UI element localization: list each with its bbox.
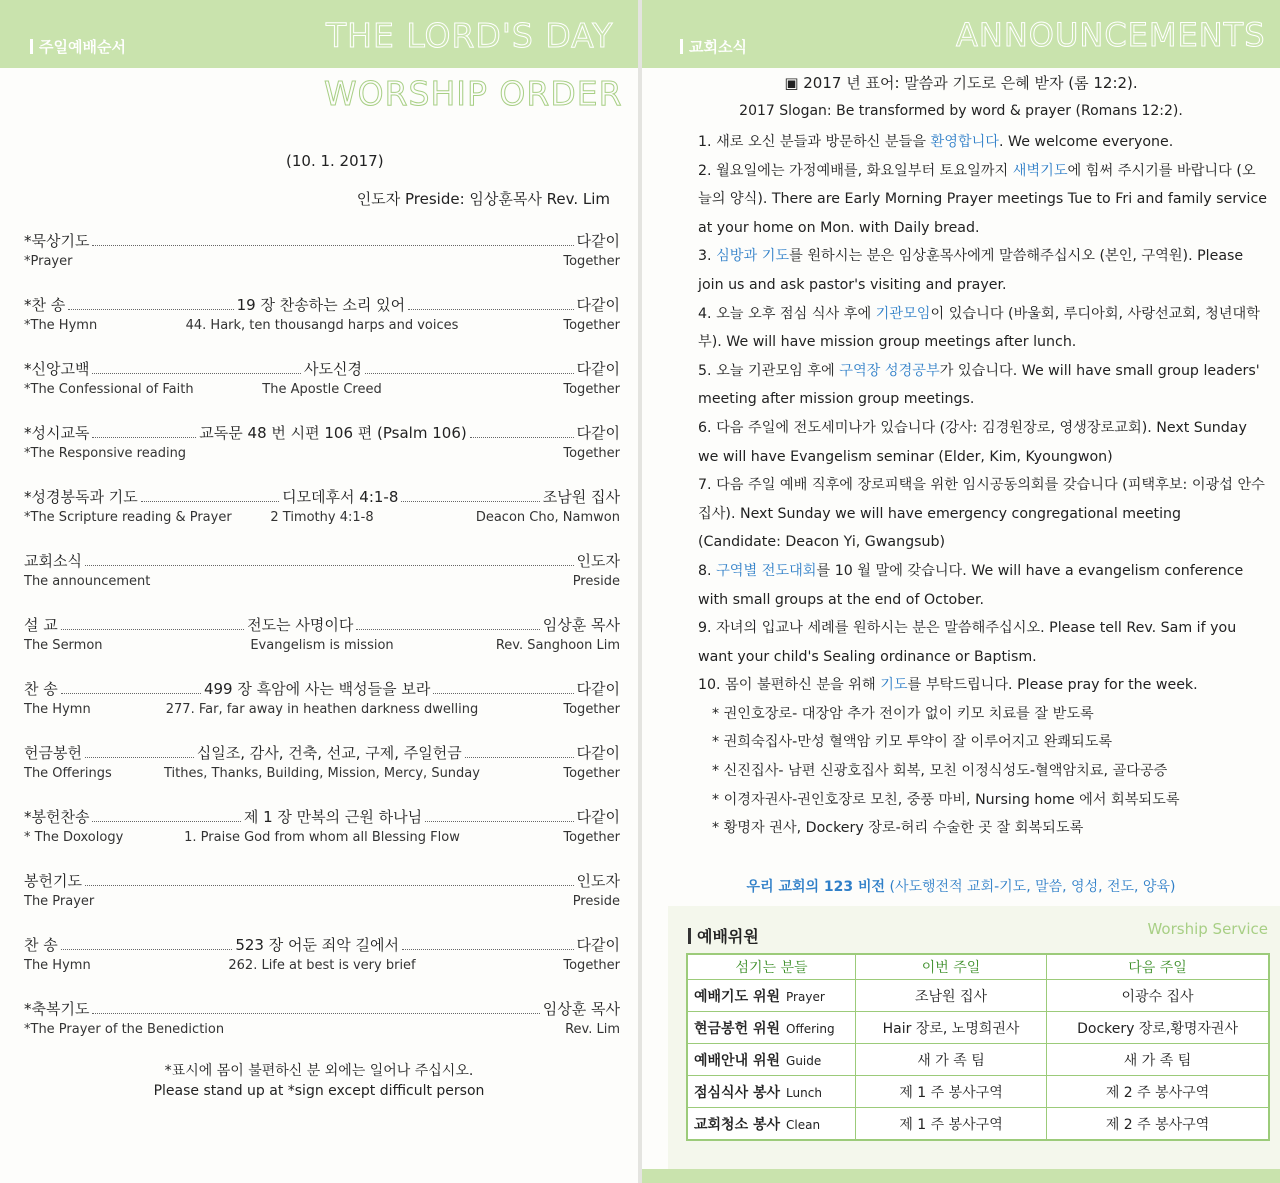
order-item-en: The announcement — [24, 574, 151, 589]
worship-committee-title: 예배위원 — [688, 924, 759, 947]
order-item-detail-en: 2 Timothy 4:1-8 — [270, 510, 374, 525]
prayer-request: * 이경자권사-권인호장로 모친, 중풍 마비, Nursing home 에서 회복되도록 — [712, 791, 1180, 808]
slogan-en: 2017 Slogan: Be transformed by word & prayer (Romans 12:2). — [739, 103, 1183, 119]
leader-dots — [92, 233, 573, 246]
order-item-detail-en: 1. Praise God from whom all Blessing Flow — [184, 830, 460, 845]
table-row — [687, 980, 1269, 1012]
announcement-2: 2. 월요일에는 가정예배를, 화요일부터 토요일까지 새벽기도에 힘써 주시기를 바랍니다 (오늘의 양식). There are Early Morning Prayer meetings Tue to Fri and family service at your home on Mon. with Daily bread. — [698, 162, 1267, 236]
order-item-detail-ko: 십일조, 감사, 건축, 선교, 구제, 주일헌금 — [196, 744, 462, 762]
table-header-row — [687, 954, 1269, 980]
order-item-leader-ko: 다같이 — [576, 936, 621, 954]
order-item-detail-en: Tithes, Thanks, Building, Mission, Mercy, Sunday — [164, 766, 480, 781]
announcement-4: 4. 오늘 오후 점심 식사 후에 기관모임이 있습니다 (바울회, 루디아회, 사랑선교회, 청년대학부). We will have mission group meetings after lunch. — [698, 305, 1260, 351]
next-sunday-cell: Dockery 장로,황명자권사 — [1047, 1012, 1269, 1044]
role-cell: 점심식사 봉사 Lunch — [687, 1076, 856, 1108]
leader-dots — [61, 617, 244, 630]
col-this-sunday: 이번 주일 — [856, 954, 1047, 980]
next-sunday-cell: 새 가 족 팀 — [1047, 1044, 1269, 1076]
order-item-leader-ko: 인도자 — [576, 872, 620, 890]
order-item-leader-en: Together — [563, 702, 620, 717]
order-item — [24, 870, 620, 920]
order-item-detail-ko: 사도신경 — [304, 360, 362, 378]
order-item — [24, 550, 620, 600]
order-item-leader-en: Together — [563, 766, 620, 781]
leader-dots — [425, 809, 573, 822]
order-item-leader-ko: 다같이 — [576, 296, 620, 314]
order-item-ko: *성경봉독과 기도 — [24, 488, 138, 506]
order-item-ko: *봉헌찬송 — [24, 808, 90, 826]
order-item-leader-en: Together — [563, 958, 620, 973]
order-item-leader-ko: 다같이 — [576, 360, 621, 378]
order-item-detail-en: The Apostle Creed — [262, 382, 382, 397]
order-item-ko: 찬 송 — [24, 936, 58, 954]
table-row — [687, 1044, 1269, 1076]
order-item-leader-en: Together — [563, 446, 620, 461]
table-row — [687, 1012, 1269, 1044]
this-sunday-cell: 조남원 집사 — [856, 980, 1047, 1012]
worship-service-table — [686, 953, 1270, 1141]
order-item-ko: *찬 송 — [24, 296, 66, 314]
col-servers: 섬기는 분들 — [687, 954, 856, 980]
order-item — [24, 294, 620, 344]
ghost-title-announcements: ANNOUNCEMENTS — [956, 16, 1266, 54]
ghost-title-lords-day: THE LORD'S DAY — [326, 16, 614, 55]
order-item-detail-ko: 디모데후서 4:1-8 — [282, 488, 399, 506]
order-item-leader-en: Preside — [572, 574, 620, 589]
announcement-7: 7. 다음 주일 예배 직후에 장로피택을 위한 임시공동의회를 갖습니다 (피택후보: 이광섭 안수집사). Next Sunday we will have emergency congregational meeting (Candidate: Deacon Yi, Gwangsub) — [698, 477, 1265, 551]
order-item-leader-en: Together — [563, 254, 620, 269]
next-sunday-cell: 제 2 주 봉사구역 — [1047, 1076, 1269, 1108]
role-cell: 예배안내 위원 Guide — [687, 1044, 856, 1076]
leader-dots — [356, 617, 539, 630]
role-cell: 교회청소 봉사 Clean — [687, 1108, 856, 1141]
this-sunday-cell: Hair 장로, 노명희권사 — [856, 1012, 1047, 1044]
order-item-detail-ko: 523 장 어둔 죄악 길에서 — [235, 936, 399, 954]
leader-dots — [85, 873, 574, 886]
order-item-leader-ko: 다같이 — [576, 680, 620, 698]
leader-dots — [92, 809, 240, 822]
order-item — [24, 934, 620, 984]
order-item-leader-en: Together — [563, 318, 620, 333]
table-row — [687, 1108, 1269, 1141]
order-item — [24, 998, 620, 1048]
order-item-leader-en: Preside — [572, 894, 620, 909]
order-item-en: *Prayer — [24, 254, 73, 269]
order-item-ko: *신앙고백 — [24, 360, 90, 378]
ghost-title-worship-order: WORSHIP ORDER — [324, 74, 623, 113]
announcement-5: 5. 오늘 기관모임 후에 구역장 성경공부가 있습니다. We will have small group leaders' meeting after mission group meetings. — [698, 362, 1260, 408]
leader-dots — [402, 937, 574, 950]
section-label: 교회소식 — [680, 36, 747, 57]
order-item-en: The Offerings — [24, 766, 112, 781]
order-item — [24, 358, 620, 408]
order-item-ko: 찬 송 — [24, 680, 58, 698]
section-label: 주일예배순서 — [30, 36, 126, 57]
order-item-ko: 헌금봉헌 — [24, 744, 82, 762]
leader-dots — [470, 425, 574, 438]
order-item — [24, 678, 620, 728]
order-item-detail-en: 44. Hark, ten thousangd harps and voices — [185, 318, 459, 333]
leader-dots — [141, 489, 279, 502]
announcement-8: 8. 구역별 전도대회를 10 월 말에 갖습니다. We will have a evangelism conference with small groups at the end of October. — [698, 562, 1244, 608]
order-item-leader-ko: 임상훈 목사 — [542, 1000, 620, 1018]
announcement-9: 9. 자녀의 입교나 세례를 원하시는 분은 말씀해주십시오. Please tell Rev. Sam if you want your child's Sealing ordinance or Baptism. — [698, 620, 1237, 665]
order-item-ko: *묵상기도 — [24, 232, 90, 250]
order-item-leader-ko: 다같이 — [576, 232, 620, 250]
table-row — [687, 1076, 1269, 1108]
leader-dots — [92, 425, 196, 438]
announcement-1: 1. 새로 오신 분들과 방문하신 분들을 환영합니다. We welcome everyone. — [698, 134, 1174, 150]
order-item-leader-ko: 다같이 — [576, 808, 620, 826]
order-item-en: The Sermon — [24, 638, 103, 653]
order-item-leader-en: Rev. Lim — [565, 1022, 620, 1037]
order-item-ko: 봉헌기도 — [24, 872, 82, 890]
order-item-leader-ko: 인도자 — [576, 552, 620, 570]
order-item-detail-ko: 499 장 흑암에 사는 백성들을 보라 — [203, 680, 431, 698]
order-item-leader-ko: 조남원 집사 — [542, 488, 620, 506]
order-item-en: The Prayer — [24, 894, 95, 909]
order-item-leader-en: Deacon Cho, Namwon — [475, 510, 620, 525]
leader-dots — [85, 745, 194, 758]
leader-dots — [92, 1001, 539, 1014]
order-item-en: The Hymn — [24, 958, 91, 973]
leader-dots — [61, 937, 233, 950]
order-item-leader-ko: 다같이 — [576, 424, 621, 442]
church-vision: 우리 교회의 123 비전 (사도행전적 교회-기도, 말씀, 영성, 전도, 양육) — [746, 879, 1176, 895]
this-sunday-cell: 제 1 주 봉사구역 — [856, 1108, 1047, 1141]
order-item — [24, 230, 620, 280]
worship-order-page — [0, 0, 638, 1183]
order-item-ko: 설 교 — [24, 616, 58, 634]
prayer-request: * 권희숙집사-만성 혈액암 키모 투약이 잘 이루어지고 완쾌되도록 — [712, 734, 1113, 751]
announcement-3: 3. 심방과 기도를 원하시는 분은 임상훈목사에게 말씀해주십시오 (본인, 구역원). Please join us and ask pastor's visiting and prayer. — [698, 248, 1244, 293]
col-next-sunday: 다음 주일 — [1047, 954, 1269, 980]
this-sunday-cell: 제 1 주 봉사구역 — [856, 1076, 1047, 1108]
order-item-detail-ko: 19 장 찬송하는 소리 있어 — [236, 296, 406, 314]
next-sunday-cell: 제 2 주 봉사구역 — [1047, 1108, 1269, 1141]
order-item-detail-ko: 제 1 장 만복의 근원 하나님 — [243, 808, 423, 826]
next-sunday-cell: 이광수 집사 — [1047, 980, 1269, 1012]
leader-dots — [465, 745, 574, 758]
announcement-6: 6. 다음 주일에 전도세미나가 있습니다 (강사: 김경원장로, 영생장로교회). Next Sunday we will have Evangelism seminar (Elder, Kim, Kyoungwon) — [698, 419, 1247, 465]
announcement-list — [698, 128, 1268, 843]
order-item-en: * The Doxology — [24, 830, 124, 845]
service-date: (10. 1. 2017) — [286, 152, 384, 170]
order-item-detail-en: 262. Life at best is very brief — [228, 958, 416, 973]
leader-dots — [61, 681, 201, 694]
stand-notice-ko: *표시에 몸이 불편하신 분 외에는 일어나 주십시오. — [164, 1063, 474, 1079]
leader-dots — [92, 361, 301, 374]
order-item-en: *The Scripture reading & Prayer — [24, 510, 232, 525]
order-item-en: *The Responsive reading — [24, 446, 187, 461]
order-item-en: *The Confessional of Faith — [24, 382, 194, 397]
prayer-request: * 신진집사- 남편 신광호집사 회복, 모친 이정식성도-혈액암치료, 골다공증 — [712, 763, 1168, 780]
order-item-leader-en: Rev. Sanghoon Lim — [495, 638, 620, 653]
order-item-leader-en: Together — [563, 830, 620, 845]
role-cell: 예배기도 위원 Prayer — [687, 980, 856, 1012]
presider-line: 인도자 Preside: 임상훈목사 Rev. Lim — [356, 190, 610, 208]
slogan-ko: ▣ 2017 년 표어: 말씀과 기도로 은혜 받자 (롬 12:2). — [784, 74, 1138, 92]
order-item-ko: *축복기도 — [24, 1000, 90, 1018]
order-item — [24, 486, 620, 536]
order-item-en: The Hymn — [24, 702, 91, 717]
leader-dots — [365, 361, 574, 374]
order-item — [24, 422, 620, 472]
order-item-leader-ko: 임상훈 목사 — [542, 616, 621, 634]
leader-dots — [408, 297, 573, 310]
leader-dots — [68, 297, 233, 310]
order-item — [24, 742, 620, 792]
leader-dots — [401, 489, 539, 502]
order-item-detail-en: 277. Far, far away in heathen darkness dwelling — [165, 702, 479, 717]
order-item — [24, 806, 620, 856]
stand-notice-en: Please stand up at *sign except difficult person — [153, 1083, 485, 1099]
order-item-en: *The Hymn — [24, 318, 98, 333]
order-item-leader-ko: 다같이 — [576, 744, 620, 762]
worship-service-ghost: Worship Service — [1147, 920, 1268, 938]
leader-dots — [85, 553, 574, 566]
announcement-10: 10. 몸이 불편하신 분을 위해 기도를 부탁드립니다. Please pray for the week. — [698, 677, 1198, 694]
order-item-leader-en: Together — [563, 382, 620, 397]
order-item-ko: *성시교독 — [24, 424, 90, 442]
leader-dots — [433, 681, 573, 694]
role-cell: 현금봉헌 위원 Offering — [687, 1012, 856, 1044]
order-item-detail-ko: 교독문 48 번 시편 106 편 (Psalm 106) — [199, 424, 467, 442]
footer-band — [642, 1169, 1280, 1183]
order-item — [24, 614, 620, 664]
order-item-ko: 교회소식 — [24, 552, 82, 570]
this-sunday-cell: 새 가 족 팀 — [856, 1044, 1047, 1076]
announcements-page — [642, 0, 1280, 1183]
order-item-en: *The Prayer of the Benediction — [24, 1022, 225, 1037]
order-item-detail-ko: 전도는 사명이다 — [247, 616, 354, 634]
order-item-detail-en: Evangelism is mission — [250, 638, 394, 653]
prayer-request: * 황명자 권사, Dockery 장로-허리 수술한 곳 잘 회복되도록 — [712, 820, 1084, 837]
prayer-request: * 권인호장로- 대장암 추가 전이가 없이 키모 치료를 잘 받도록 — [712, 705, 1094, 722]
